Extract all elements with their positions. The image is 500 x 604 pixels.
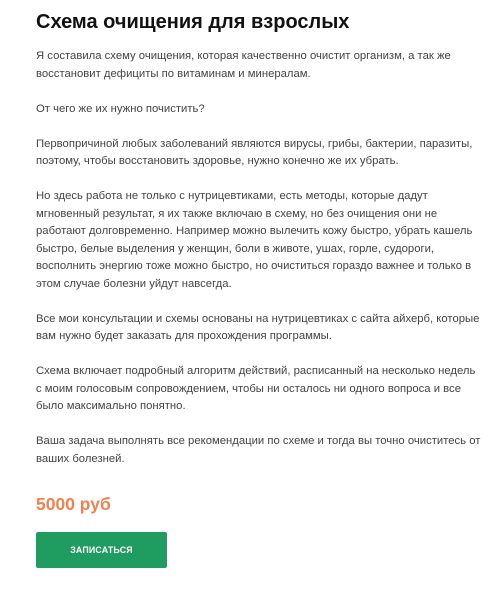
signup-button[interactable]: ЗАПИСАТЬСЯ bbox=[36, 532, 167, 568]
description-paragraph: Но здесь работа не только с нутрицевтиками, есть методы, которые дадут мгновенный результат, я их также включаю в схему, но без очищения они не работают долговременно. Например можно вылечить кожу быстро, убрать кашель быстро, белые выделения у женщин, боли в животе, ушах, горле, судороги, восполнить энергию тоже можно быстро, но очиститься гораздо важнее и только в этом случае болезни уйдут навсегда. bbox=[36, 190, 473, 290]
description-paragraph: От чего же их нужно почистить? bbox=[36, 102, 205, 115]
product-price: 5000 руб bbox=[36, 494, 111, 514]
product-description bbox=[36, 48, 484, 468]
description-paragraph: Ваша задача выполнять все рекомендации по схеме и тогда вы точно очиститесь от ваших болезней. bbox=[36, 435, 481, 465]
product-title: Схема очищения для взрослых bbox=[36, 11, 350, 33]
description-paragraph: Схема включает подробный алгоритм действий, расписанный на несколько недель с моим голосовым сопровождением, чтобы ни осталось ни одного вопроса и все было максимально понятно. bbox=[36, 365, 476, 412]
description-paragraph: Я составила схему очищения, которая качественно очистит организм, а так же восстановит дефициты по витаминам и минералам. bbox=[36, 50, 451, 80]
description-paragraph: Первопричиной любых заболеваний являются вирусы, грибы, бактерии, паразиты, поэтому, чтобы восстановить здоровье, нужно конечно же их убрать. bbox=[36, 137, 473, 167]
description-paragraph: Все мои консультации и схемы основаны на нутрицевтиках с сайта айхерб, которые вам нужно будет заказать для прохождения программы. bbox=[36, 312, 480, 342]
product-card bbox=[36, 0, 486, 568]
